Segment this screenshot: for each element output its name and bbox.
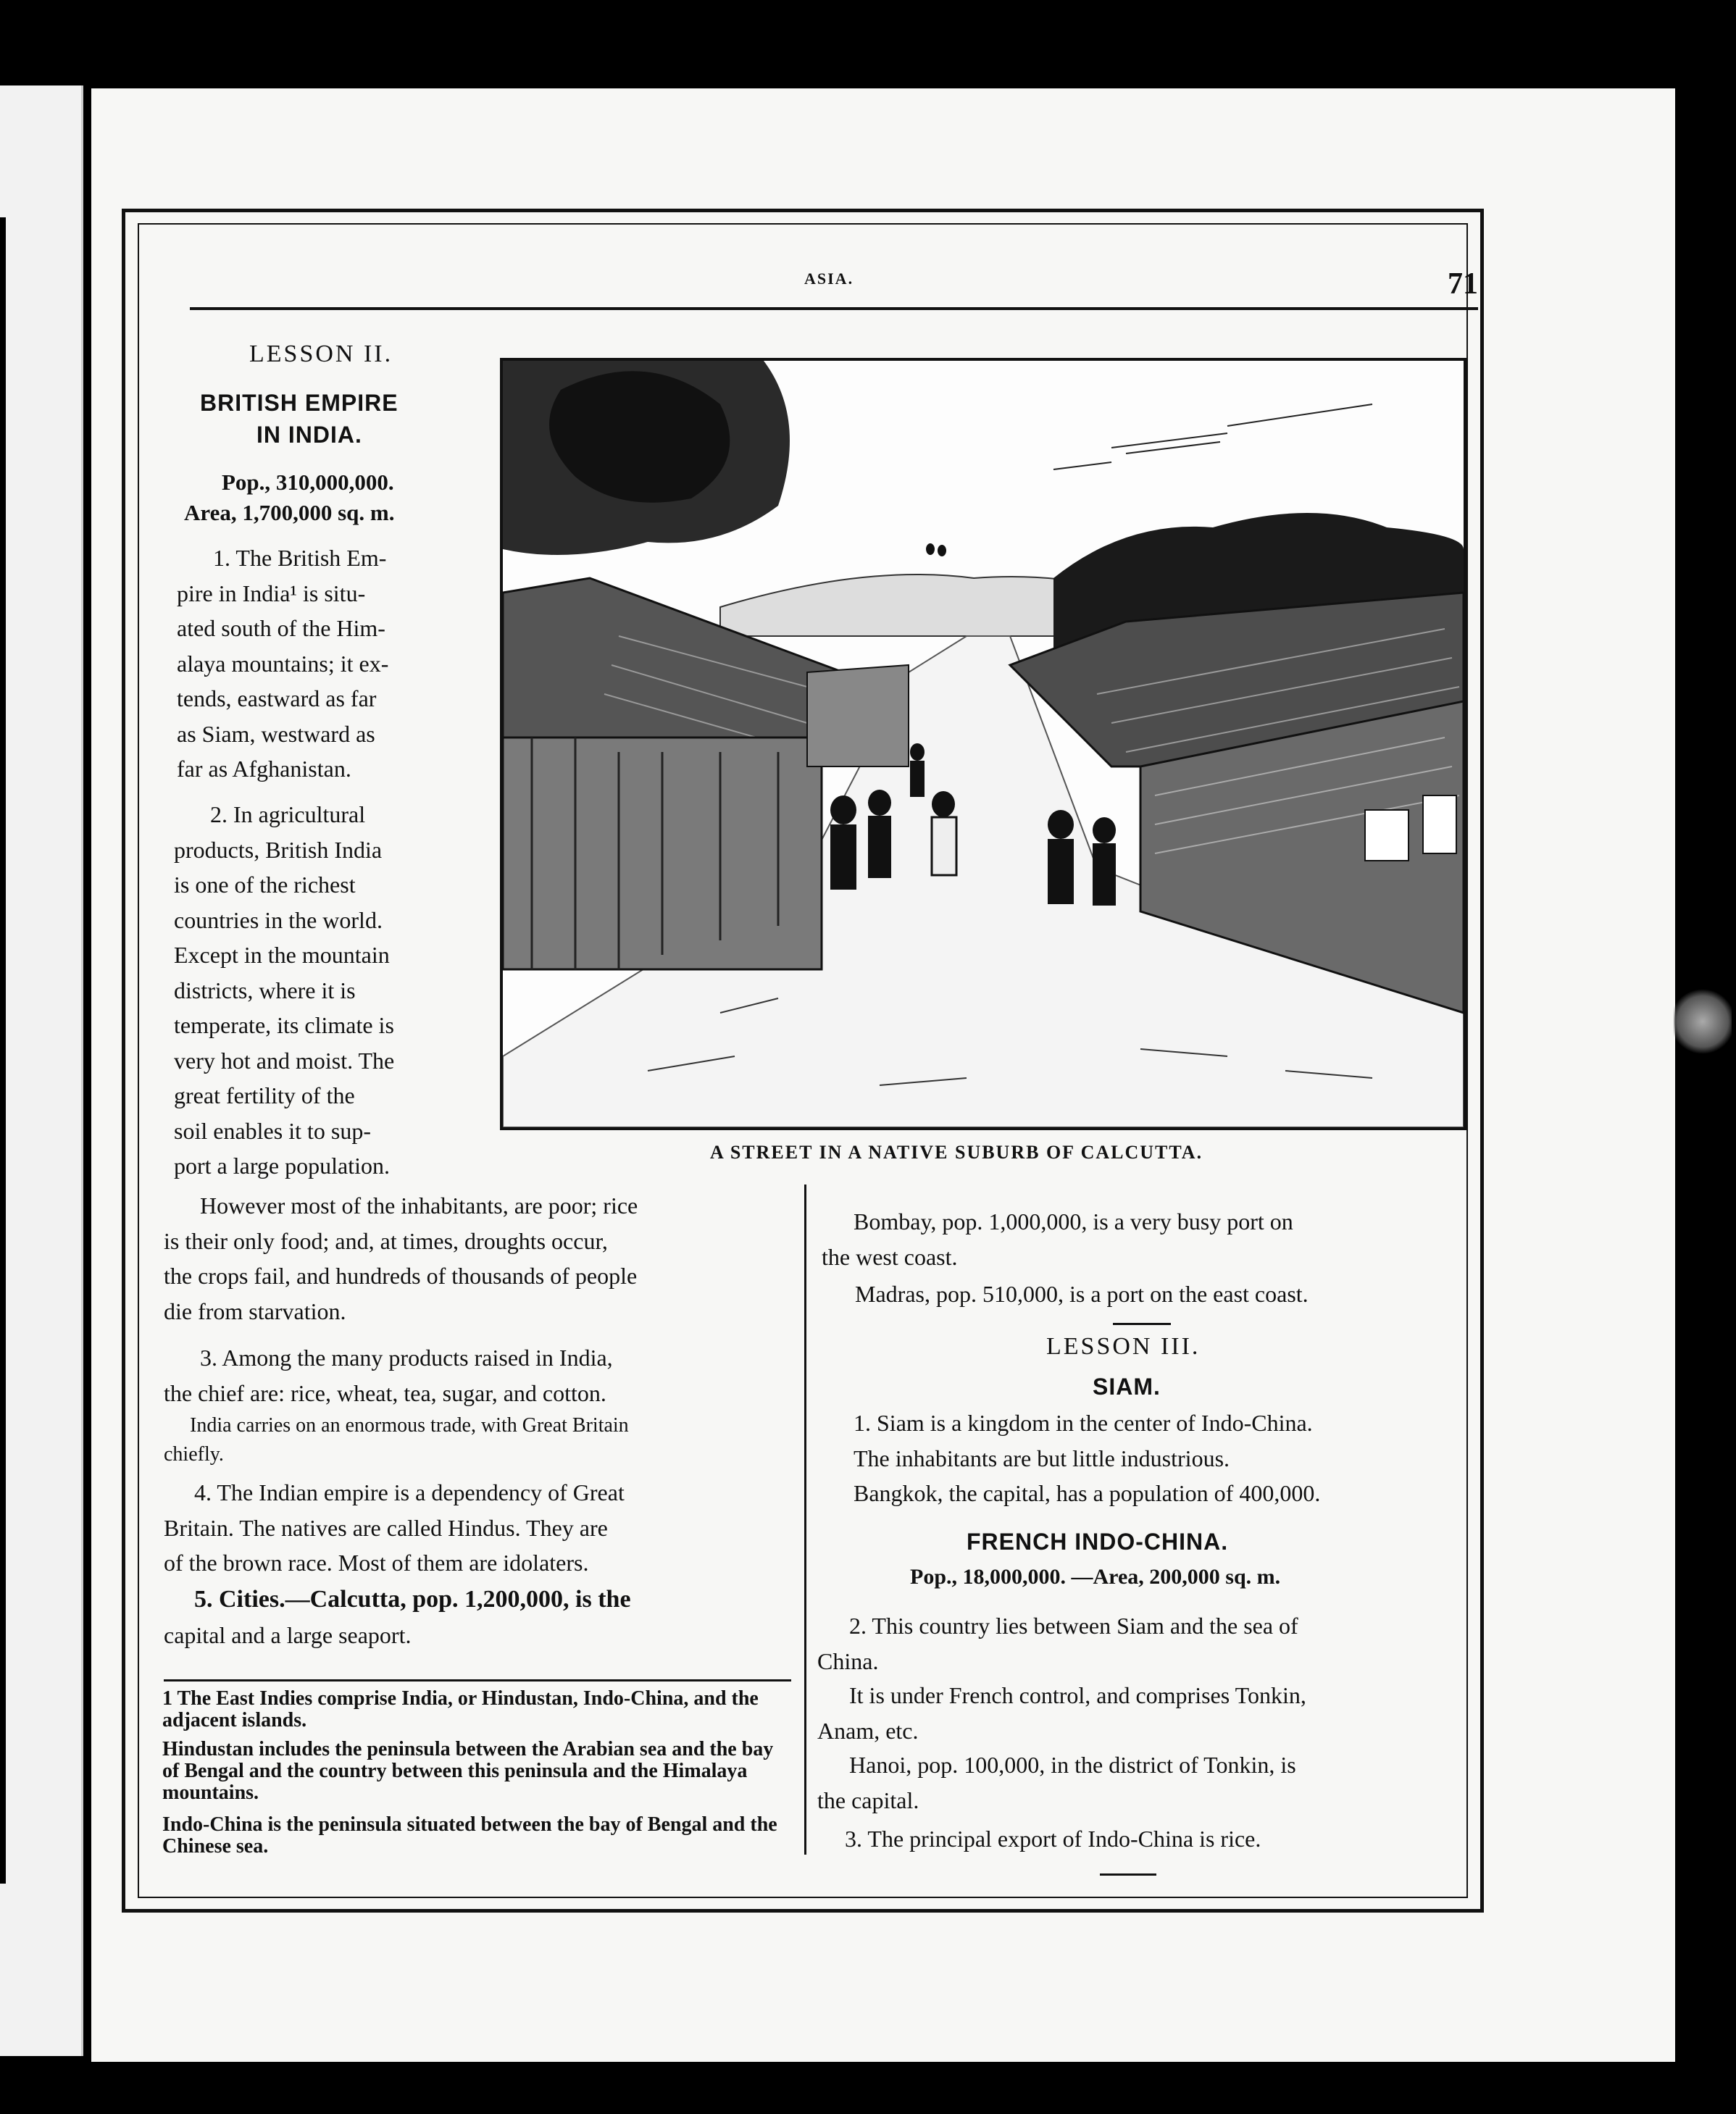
text-line: temperate, its climate is bbox=[174, 1012, 394, 1038]
text-line: port a large population. bbox=[174, 1153, 390, 1179]
text-line: 3. Among the many products raised in India, bbox=[200, 1345, 613, 1371]
text-line: districts, where it is bbox=[174, 977, 356, 1003]
text-line: countries in the world. bbox=[174, 906, 383, 933]
text-line: tends, eastward as far bbox=[177, 685, 377, 711]
text-line: great fertility of the bbox=[174, 1082, 355, 1108]
calcutta-street-illustration bbox=[500, 358, 1466, 1130]
text-line: 2. This country lies between Siam and the sea of bbox=[849, 1613, 1298, 1639]
text-line: Britain. The natives are called Hindus. They are bbox=[164, 1514, 608, 1541]
footnote-east-indies: 1 The East Indies comprise India, or Hindustan, Indo-China, and the adjacent islands. bbox=[162, 1687, 759, 1731]
text-line: of the brown race. Most of them are idolaters. bbox=[164, 1550, 589, 1576]
madras-paragraph: Madras, pop. 510,000, is a port on the east coast. bbox=[855, 1281, 1309, 1307]
left-page-edge bbox=[0, 217, 6, 1884]
area-stat: Area, 1,700,000 sq. m. bbox=[184, 500, 395, 525]
text-line: the chief are: rice, wheat, tea, sugar, and cotton. bbox=[164, 1379, 606, 1406]
text-line: India carries on an enormous trade, with Great Britain bbox=[190, 1414, 629, 1437]
footnote-indo-china: Indo-China is the peninsula situated between the bay of Bengal and the Chinese sea. bbox=[162, 1813, 777, 1858]
text-line: capital and a large seaport. bbox=[164, 1621, 412, 1648]
text-line: 1. Siam is a kingdom in the center of Indo-China. bbox=[854, 1410, 1313, 1436]
lesson-divider-rule bbox=[1113, 1323, 1171, 1325]
population-stat: Pop., 310,000,000. bbox=[222, 469, 394, 495]
text-line: pire in India¹ is situ- bbox=[177, 580, 366, 606]
paragraph-4 bbox=[164, 1475, 801, 1581]
siam-title: SIAM. bbox=[1093, 1374, 1161, 1400]
text-line: is one of the richest bbox=[174, 872, 356, 898]
text-line: Anam, etc. bbox=[817, 1717, 919, 1744]
section-title-line-1: BRITISH EMPIRE bbox=[200, 390, 398, 416]
trade-note bbox=[164, 1411, 798, 1469]
lesson-title: LESSON II. bbox=[249, 341, 393, 367]
text-line: ated south of the Him- bbox=[177, 615, 385, 641]
running-head: ASIA. bbox=[804, 270, 854, 288]
text-line: chiefly. bbox=[164, 1443, 224, 1466]
french-control-paragraph bbox=[817, 1678, 1462, 1748]
text-line: 4. The Indian empire is a dependency of Great bbox=[194, 1479, 625, 1505]
page-edge-stain bbox=[1674, 985, 1732, 1058]
hanoi-paragraph bbox=[817, 1747, 1462, 1818]
text-line: is their only food; and, at times, droughts occur, bbox=[164, 1227, 608, 1254]
adjacent-left-page bbox=[0, 85, 83, 2056]
column-rule bbox=[804, 1185, 806, 1855]
footnote-hindustan: Hindustan includes the peninsula between the Arabian sea and the bay of Bengal and the country between this peninsula and the Himalaya mountains. bbox=[162, 1738, 774, 1804]
text-line: as Siam, westward as bbox=[177, 720, 375, 747]
street-engraving bbox=[503, 361, 1464, 1127]
page-number: 71 bbox=[1448, 267, 1478, 301]
text-line: 2. In agricultural bbox=[210, 801, 366, 827]
paragraph-2 bbox=[174, 797, 478, 1184]
section-title-line-2: IN INDIA. bbox=[256, 422, 362, 448]
text-line: products, British India bbox=[174, 836, 383, 863]
bombay-paragraph bbox=[822, 1204, 1459, 1274]
illustration-caption: A STREET IN A NATIVE SUBURB OF CALCUTTA. bbox=[710, 1142, 1203, 1163]
footnote-rule bbox=[164, 1679, 791, 1681]
end-rule bbox=[1100, 1873, 1156, 1876]
paragraph-1 bbox=[177, 540, 474, 787]
text-line: Bombay, pop. 1,000,000, is a very busy port on bbox=[854, 1208, 1293, 1234]
text-line: die from starvation. bbox=[164, 1298, 346, 1324]
text-line: the capital. bbox=[817, 1787, 919, 1813]
text-line: the crops fail, and hundreds of thousands of people bbox=[164, 1263, 638, 1289]
header-rule bbox=[190, 307, 1478, 310]
text-line: Except in the mountain bbox=[174, 942, 390, 968]
text-line: the west coast. bbox=[822, 1243, 958, 1270]
text-line: It is under French control, and comprises Tonkin, bbox=[849, 1682, 1306, 1708]
text-line: 1. The British Em- bbox=[213, 545, 387, 571]
french-indo-china-title: FRENCH INDO-CHINA. bbox=[967, 1529, 1229, 1555]
text-line: The inhabitants are but little industrious. bbox=[854, 1445, 1230, 1471]
text-line: Hanoi, pop. 100,000, in the district of Tonkin, is bbox=[849, 1752, 1296, 1778]
paragraph-2-continued bbox=[164, 1188, 801, 1329]
indo-china-stats: Pop., 18,000,000. —Area, 200,000 sq. m. bbox=[910, 1565, 1281, 1589]
paragraph-5-cities bbox=[164, 1582, 801, 1653]
text-line: However most of the inhabitants, are poor; rice bbox=[200, 1192, 638, 1219]
paragraph-3 bbox=[164, 1340, 801, 1411]
text-line: China. bbox=[817, 1647, 879, 1674]
text-line: very hot and moist. The bbox=[174, 1047, 395, 1074]
lesson-3-title: LESSON III. bbox=[1046, 1333, 1201, 1360]
text-line: far as Afghanistan. bbox=[177, 756, 351, 782]
indo-china-paragraph-3: 3. The principal export of Indo-China is rice. bbox=[845, 1826, 1261, 1852]
text-line: 5. Cities.—Calcutta, pop. 1,200,000, is the bbox=[194, 1586, 631, 1613]
siam-paragraph bbox=[822, 1405, 1459, 1511]
text-line: Bangkok, the capital, has a population of 400,000. bbox=[854, 1480, 1321, 1506]
text-line: soil enables it to sup- bbox=[174, 1117, 371, 1144]
indo-china-paragraph-2 bbox=[817, 1608, 1462, 1679]
text-line: alaya mountains; it ex- bbox=[177, 650, 389, 677]
